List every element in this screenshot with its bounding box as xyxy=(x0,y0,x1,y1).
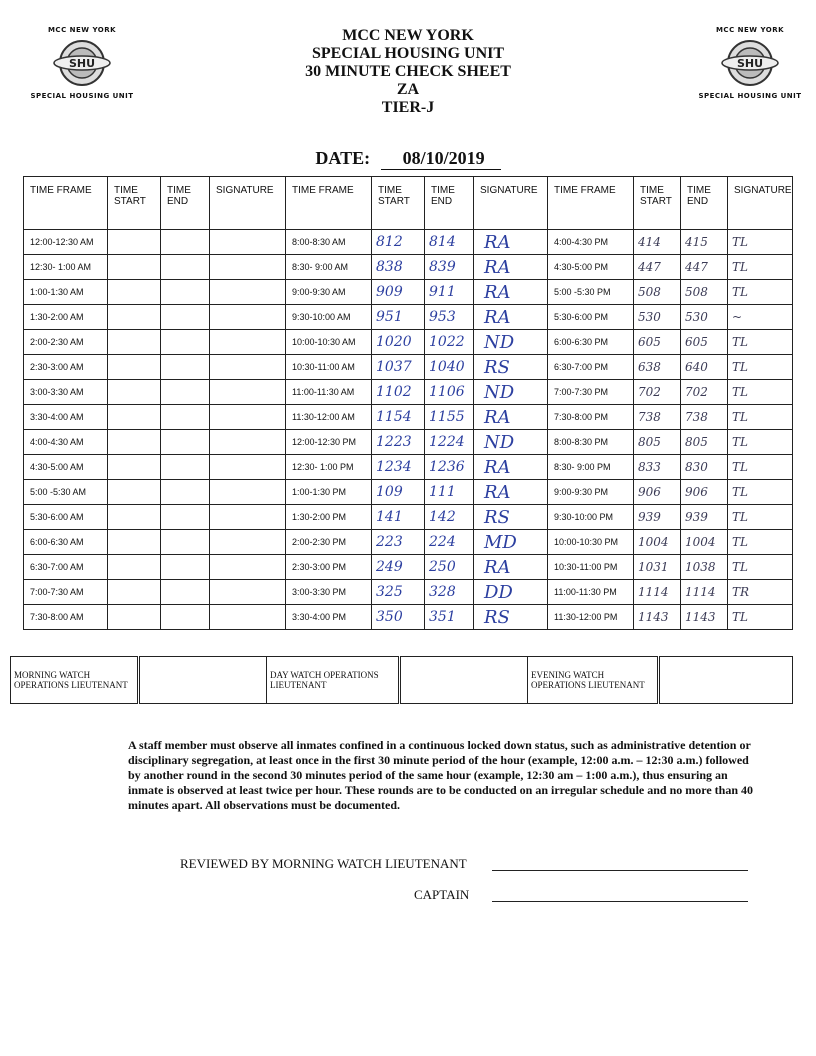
time-end-cell[interactable] xyxy=(161,305,210,330)
time-end-cell[interactable]: 530 xyxy=(681,305,728,330)
table-row xyxy=(24,305,793,330)
signature-cell[interactable] xyxy=(210,505,286,530)
time-frame-cell: 6:00-6:30 AM xyxy=(24,530,108,555)
time-frame-cell: 9:30-10:00 PM xyxy=(548,505,634,530)
signature-cell[interactable] xyxy=(210,480,286,505)
time-start-cell[interactable]: 1143 xyxy=(634,605,681,630)
signature-cell[interactable]: ND xyxy=(474,380,548,405)
watch-row xyxy=(11,657,793,704)
time-frame-cell: 2:00-2:30 PM xyxy=(286,530,372,555)
time-start-cell[interactable]: 906 xyxy=(634,480,681,505)
time-end-cell[interactable]: 1038 xyxy=(681,555,728,580)
time-end-cell[interactable] xyxy=(161,280,210,305)
signature-cell[interactable] xyxy=(210,305,286,330)
time-frame-cell: 12:00-12:30 AM xyxy=(24,230,108,255)
time-start-cell[interactable] xyxy=(108,230,161,255)
time-frame-cell: 5:30-6:00 AM xyxy=(24,505,108,530)
check-table xyxy=(23,176,793,630)
signature-cell[interactable] xyxy=(210,355,286,380)
time-start-cell[interactable]: 1154 xyxy=(372,405,425,430)
reviewed-by-label: REVIEWED BY MORNING WATCH LIEUTENANT xyxy=(180,856,467,871)
time-end-cell[interactable]: 911 xyxy=(425,280,474,305)
col-time-start: TIME START xyxy=(108,177,161,230)
evening-watch-signature-box[interactable] xyxy=(659,657,793,704)
time-start-cell[interactable] xyxy=(108,430,161,455)
time-frame-cell: 6:00-6:30 PM xyxy=(548,330,634,355)
time-end-cell[interactable]: 640 xyxy=(681,355,728,380)
table-row xyxy=(24,380,793,405)
time-end-cell[interactable] xyxy=(161,355,210,380)
header-line-5: TIER-J xyxy=(381,99,435,116)
time-start-cell[interactable] xyxy=(108,455,161,480)
signature-cell[interactable] xyxy=(210,430,286,455)
signature-cell[interactable]: RS xyxy=(474,605,548,630)
captain-signature-line[interactable] xyxy=(492,887,748,902)
time-end-cell[interactable] xyxy=(161,605,210,630)
time-start-cell[interactable]: 838 xyxy=(372,255,425,280)
time-end-cell[interactable] xyxy=(161,330,210,355)
evening-watch-label: EVENING WATCH OPERATIONS LIEUTENANT xyxy=(528,657,659,704)
table-row xyxy=(24,330,793,355)
time-end-cell[interactable]: 805 xyxy=(681,430,728,455)
time-frame-cell: 7:00-7:30 PM xyxy=(548,380,634,405)
table-row xyxy=(24,255,793,280)
time-frame-cell: 1:30-2:00 AM xyxy=(24,305,108,330)
time-end-cell[interactable]: 508 xyxy=(681,280,728,305)
time-frame-cell: 1:00-1:30 AM xyxy=(24,280,108,305)
time-frame-cell: 10:00-10:30 PM xyxy=(548,530,634,555)
signature-cell[interactable]: TL xyxy=(728,480,793,505)
table-header-row xyxy=(24,177,793,230)
signature-cell[interactable]: TL xyxy=(728,430,793,455)
time-end-cell[interactable] xyxy=(161,430,210,455)
time-end-cell[interactable]: 738 xyxy=(681,405,728,430)
signature-cell[interactable]: RS xyxy=(474,505,548,530)
table-row xyxy=(24,605,793,630)
time-frame-cell: 9:30-10:00 AM xyxy=(286,305,372,330)
time-end-cell[interactable]: 939 xyxy=(681,505,728,530)
time-frame-cell: 4:30-5:00 PM xyxy=(548,255,634,280)
signature-cell[interactable]: TL xyxy=(728,280,793,305)
logo-bottom-text: SPECIAL HOUSING UNIT xyxy=(698,92,802,100)
time-end-cell[interactable] xyxy=(161,530,210,555)
signature-cell[interactable]: TL xyxy=(728,255,793,280)
time-start-cell[interactable]: 1031 xyxy=(634,555,681,580)
time-start-cell[interactable]: 638 xyxy=(634,355,681,380)
time-start-cell[interactable] xyxy=(108,405,161,430)
time-frame-cell: 7:30-8:00 PM xyxy=(548,405,634,430)
col-time-frame: TIME FRAME xyxy=(286,177,372,230)
time-start-cell[interactable]: 249 xyxy=(372,555,425,580)
time-frame-cell: 6:30-7:00 PM xyxy=(548,355,634,380)
time-end-cell[interactable]: 142 xyxy=(425,505,474,530)
col-time-start: TIME START xyxy=(372,177,425,230)
col-time-frame: TIME FRAME xyxy=(24,177,108,230)
time-frame-cell: 11:30-12:00 PM xyxy=(548,605,634,630)
instructions-paragraph: A staff member must observe all inmates confined in a continuous locked down status, such as administrative detention or disciplinary segregation, at least once in the first 30 minute period of the hour (example, 12:00 a.m. – 12:30 a.m.) followed by another round in the second 30 minutes period of the same hour (example, 12:30 am – 1:00 a.m.), thus ensuring an inmate is observed at least twice per hour. These rounds are to be conducted on an irregular schedule and no more than 40 minutes apart. All observations must be documented. xyxy=(128,738,754,812)
time-end-cell[interactable] xyxy=(161,505,210,530)
signature-cell[interactable]: RS xyxy=(474,355,548,380)
time-start-cell[interactable]: 414 xyxy=(634,230,681,255)
signature-cell[interactable]: RA xyxy=(474,405,548,430)
time-end-cell[interactable]: 250 xyxy=(425,555,474,580)
time-frame-cell: 8:00-8:30 AM xyxy=(286,230,372,255)
time-end-cell[interactable]: 224 xyxy=(425,530,474,555)
table-row xyxy=(24,555,793,580)
time-start-cell[interactable] xyxy=(108,380,161,405)
date-line xyxy=(0,148,816,170)
time-start-cell[interactable]: 833 xyxy=(634,455,681,480)
signature-cell[interactable]: TL xyxy=(728,455,793,480)
time-start-cell[interactable] xyxy=(108,330,161,355)
time-end-cell[interactable]: 1236 xyxy=(425,455,474,480)
signature-cell[interactable] xyxy=(210,555,286,580)
time-end-cell[interactable] xyxy=(161,230,210,255)
table-row xyxy=(24,530,793,555)
time-frame-cell: 3:30-4:00 PM xyxy=(286,605,372,630)
time-frame-cell: 3:30-4:00 AM xyxy=(24,405,108,430)
header-line-4: ZA xyxy=(396,81,420,98)
signature-cell[interactable]: RA xyxy=(474,230,548,255)
time-start-cell[interactable] xyxy=(108,355,161,380)
signature-cell[interactable] xyxy=(210,255,286,280)
time-frame-cell: 6:30-7:00 AM xyxy=(24,555,108,580)
signature-cell[interactable] xyxy=(210,330,286,355)
table-row xyxy=(24,355,793,380)
time-frame-cell: 3:00-3:30 AM xyxy=(24,380,108,405)
time-start-cell[interactable] xyxy=(108,505,161,530)
time-end-cell[interactable]: 111 xyxy=(425,480,474,505)
time-start-cell[interactable] xyxy=(108,605,161,630)
signature-cell[interactable] xyxy=(210,380,286,405)
signature-cell[interactable] xyxy=(210,230,286,255)
table-row xyxy=(24,580,793,605)
table-row xyxy=(24,280,793,305)
time-start-cell[interactable]: 1223 xyxy=(372,430,425,455)
time-start-cell[interactable]: 141 xyxy=(372,505,425,530)
signature-cell[interactable]: ND xyxy=(474,330,548,355)
time-frame-cell: 12:30- 1:00 AM xyxy=(24,255,108,280)
col-signature: SIGNATURE xyxy=(210,177,286,230)
time-end-cell[interactable] xyxy=(161,255,210,280)
header-line-3: 30 MINUTE CHECK SHEET xyxy=(305,63,511,80)
time-frame-cell: 12:00-12:30 PM xyxy=(286,430,372,455)
time-end-cell[interactable]: 415 xyxy=(681,230,728,255)
time-frame-cell: 4:00-4:30 AM xyxy=(24,430,108,455)
time-start-cell[interactable]: 508 xyxy=(634,280,681,305)
logo-top-text: MCC NEW YORK xyxy=(715,26,785,34)
time-end-cell[interactable]: 1022 xyxy=(425,330,474,355)
time-frame-cell: 8:30- 9:00 PM xyxy=(548,455,634,480)
time-end-cell[interactable] xyxy=(161,380,210,405)
signature-cell[interactable] xyxy=(210,455,286,480)
time-start-cell[interactable]: 1004 xyxy=(634,530,681,555)
day-watch-signature-box[interactable] xyxy=(400,657,528,704)
time-frame-cell: 5:30-6:00 PM xyxy=(548,305,634,330)
time-start-cell[interactable] xyxy=(108,305,161,330)
signature-cell[interactable] xyxy=(210,605,286,630)
time-frame-cell: 12:30- 1:00 PM xyxy=(286,455,372,480)
signature-cell[interactable]: TL xyxy=(728,330,793,355)
time-end-cell[interactable]: 953 xyxy=(425,305,474,330)
morning-watch-label: MORNING WATCH OPERATIONS LIEUTENANT xyxy=(11,657,139,704)
time-end-cell[interactable]: 1004 xyxy=(681,530,728,555)
time-end-cell[interactable]: 839 xyxy=(425,255,474,280)
time-start-cell[interactable]: 530 xyxy=(634,305,681,330)
col-time-end: TIME END xyxy=(425,177,474,230)
signature-cell[interactable]: TL xyxy=(728,555,793,580)
time-frame-cell: 7:00-7:30 AM xyxy=(24,580,108,605)
col-time-end: TIME END xyxy=(681,177,728,230)
time-end-cell[interactable]: 702 xyxy=(681,380,728,405)
time-start-cell[interactable] xyxy=(108,555,161,580)
signature-cell[interactable] xyxy=(210,280,286,305)
time-end-cell[interactable]: 906 xyxy=(681,480,728,505)
signature-cell[interactable]: RA xyxy=(474,280,548,305)
col-signature: SIGNATURE xyxy=(474,177,548,230)
time-start-cell[interactable] xyxy=(108,480,161,505)
time-start-cell[interactable]: 738 xyxy=(634,405,681,430)
table-row xyxy=(24,505,793,530)
date-value: 08/10/2019 xyxy=(381,148,501,170)
signature-cell[interactable]: RA xyxy=(474,555,548,580)
time-frame-cell: 10:00-10:30 AM xyxy=(286,330,372,355)
time-start-cell[interactable]: 702 xyxy=(634,380,681,405)
time-end-cell[interactable] xyxy=(161,480,210,505)
time-end-cell[interactable] xyxy=(161,405,210,430)
time-end-cell[interactable]: 1040 xyxy=(425,355,474,380)
time-end-cell[interactable]: 351 xyxy=(425,605,474,630)
time-frame-cell: 4:00-4:30 PM xyxy=(548,230,634,255)
table-row xyxy=(24,405,793,430)
signature-cell[interactable]: RA xyxy=(474,480,548,505)
time-end-cell[interactable] xyxy=(161,580,210,605)
col-signature: SIGNATURE xyxy=(728,177,793,230)
col-time-frame: TIME FRAME xyxy=(548,177,634,230)
time-frame-cell: 9:00-9:30 AM xyxy=(286,280,372,305)
time-frame-cell: 9:00-9:30 PM xyxy=(548,480,634,505)
header-line-2: SPECIAL HOUSING UNIT xyxy=(311,45,505,62)
signature-cell[interactable]: DD xyxy=(474,580,548,605)
table-row xyxy=(24,455,793,480)
time-frame-cell: 8:00-8:30 PM xyxy=(548,430,634,455)
time-start-cell[interactable]: 447 xyxy=(634,255,681,280)
time-end-cell[interactable]: 830 xyxy=(681,455,728,480)
time-start-cell[interactable]: 350 xyxy=(372,605,425,630)
day-watch-label: DAY WATCH OPERATIONS LIEUTENANT xyxy=(267,657,400,704)
time-frame-cell: 10:30-11:00 PM xyxy=(548,555,634,580)
table-row xyxy=(24,230,793,255)
time-frame-cell: 2:30-3:00 PM xyxy=(286,555,372,580)
col-time-start: TIME START xyxy=(634,177,681,230)
table-row xyxy=(24,480,793,505)
signature-cell[interactable] xyxy=(210,405,286,430)
time-frame-cell: 11:00-11:30 AM xyxy=(286,380,372,405)
col-time-end: TIME END xyxy=(161,177,210,230)
reviewed-by-signature-line[interactable] xyxy=(492,856,748,871)
time-end-cell[interactable] xyxy=(161,555,210,580)
time-start-cell[interactable]: 1037 xyxy=(372,355,425,380)
time-end-cell[interactable] xyxy=(161,455,210,480)
signature-cell[interactable]: ND xyxy=(474,430,548,455)
time-frame-cell: 1:30-2:00 PM xyxy=(286,505,372,530)
time-start-cell[interactable] xyxy=(108,530,161,555)
table-body xyxy=(24,230,793,630)
time-start-cell[interactable]: 109 xyxy=(372,480,425,505)
time-end-cell[interactable]: 1114 xyxy=(681,580,728,605)
signature-cell[interactable]: TL xyxy=(728,230,793,255)
signature-cell[interactable]: ~ xyxy=(728,305,793,330)
signature-cell[interactable] xyxy=(210,580,286,605)
time-start-cell[interactable]: 951 xyxy=(372,305,425,330)
time-start-cell[interactable]: 1114 xyxy=(634,580,681,605)
time-end-cell[interactable]: 1106 xyxy=(425,380,474,405)
signature-cell[interactable]: TL xyxy=(728,380,793,405)
time-start-cell[interactable]: 605 xyxy=(634,330,681,355)
signature-cell[interactable]: TL xyxy=(728,405,793,430)
time-start-cell[interactable]: 223 xyxy=(372,530,425,555)
watch-table xyxy=(10,656,793,704)
time-start-cell[interactable]: 1102 xyxy=(372,380,425,405)
time-start-cell[interactable] xyxy=(108,280,161,305)
time-frame-cell: 1:00-1:30 PM xyxy=(286,480,372,505)
time-start-cell[interactable] xyxy=(108,255,161,280)
time-end-cell[interactable]: 605 xyxy=(681,330,728,355)
captain-label: CAPTAIN xyxy=(414,887,470,902)
time-start-cell[interactable] xyxy=(108,580,161,605)
time-frame-cell: 4:30-5:00 AM xyxy=(24,455,108,480)
time-frame-cell: 11:30-12:00 AM xyxy=(286,405,372,430)
document-header xyxy=(0,27,816,117)
time-end-cell[interactable]: 1155 xyxy=(425,405,474,430)
signature-cell[interactable]: TL xyxy=(728,505,793,530)
logo-bottom-text: SPECIAL HOUSING UNIT xyxy=(30,92,134,100)
time-start-cell[interactable]: 325 xyxy=(372,580,425,605)
time-frame-cell: 7:30-8:00 AM xyxy=(24,605,108,630)
header-line-1: MCC NEW YORK xyxy=(342,27,474,44)
signature-cell[interactable]: RA xyxy=(474,305,548,330)
time-end-cell[interactable]: 1224 xyxy=(425,430,474,455)
time-start-cell[interactable]: 1020 xyxy=(372,330,425,355)
time-end-cell[interactable]: 814 xyxy=(425,230,474,255)
time-frame-cell: 8:30- 9:00 AM xyxy=(286,255,372,280)
svg-text:SHU: SHU xyxy=(736,57,764,70)
signature-cell[interactable]: RA xyxy=(474,455,548,480)
time-start-cell[interactable]: 909 xyxy=(372,280,425,305)
time-frame-cell: 5:00 -5:30 PM xyxy=(548,280,634,305)
time-frame-cell: 10:30-11:00 AM xyxy=(286,355,372,380)
time-end-cell[interactable]: 328 xyxy=(425,580,474,605)
signature-cell[interactable]: RA xyxy=(474,255,548,280)
time-frame-cell: 11:00-11:30 PM xyxy=(548,580,634,605)
signature-cell[interactable]: TR xyxy=(728,580,793,605)
time-frame-cell: 2:00-2:30 AM xyxy=(24,330,108,355)
signature-cell[interactable] xyxy=(210,530,286,555)
time-start-cell[interactable]: 939 xyxy=(634,505,681,530)
logo-top-text: MCC NEW YORK xyxy=(47,26,117,34)
svg-text:SHU: SHU xyxy=(68,57,96,70)
time-frame-cell: 2:30-3:00 AM xyxy=(24,355,108,380)
time-end-cell[interactable]: 1143 xyxy=(681,605,728,630)
signature-cell[interactable]: TL xyxy=(728,530,793,555)
time-start-cell[interactable]: 805 xyxy=(634,430,681,455)
signature-cell[interactable]: MD xyxy=(474,530,548,555)
morning-watch-signature-box[interactable] xyxy=(139,657,267,704)
table-row xyxy=(24,430,793,455)
signature-cell[interactable]: TL xyxy=(728,605,793,630)
date-label: DATE: xyxy=(315,148,371,168)
signature-cell[interactable]: TL xyxy=(728,355,793,380)
time-frame-cell: 3:00-3:30 PM xyxy=(286,580,372,605)
time-end-cell[interactable]: 447 xyxy=(681,255,728,280)
time-start-cell[interactable]: 812 xyxy=(372,230,425,255)
time-start-cell[interactable]: 1234 xyxy=(372,455,425,480)
time-frame-cell: 5:00 -5:30 AM xyxy=(24,480,108,505)
